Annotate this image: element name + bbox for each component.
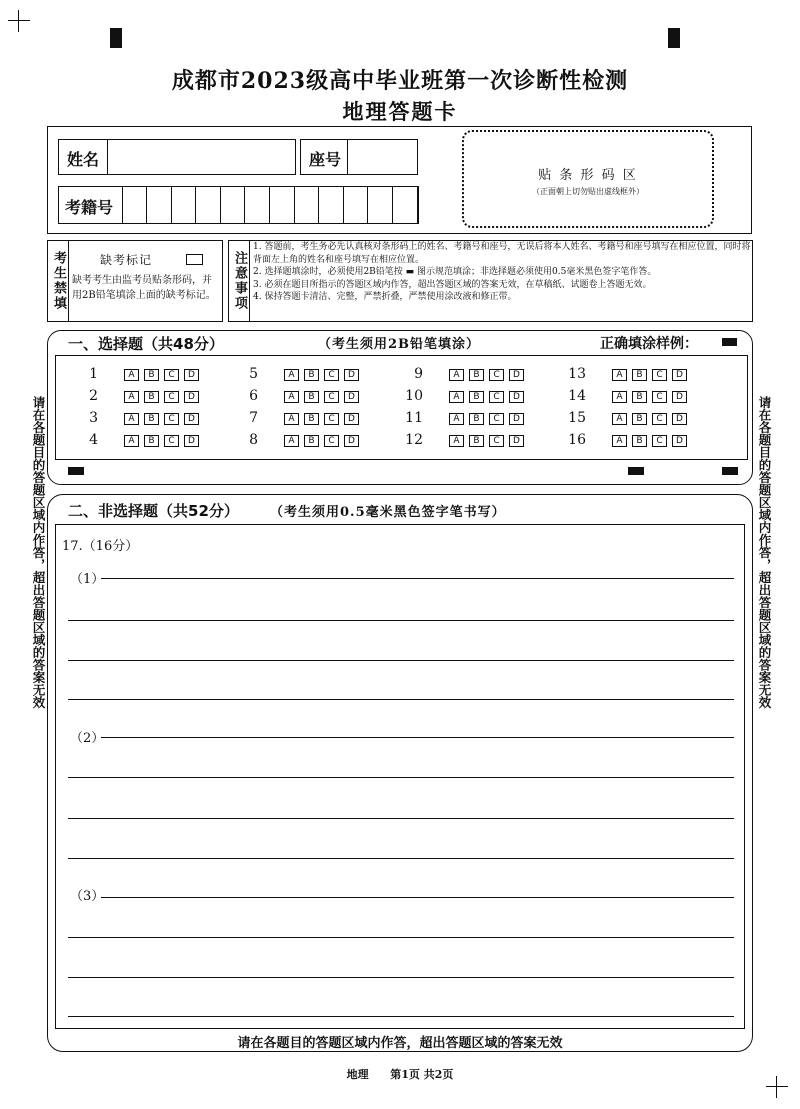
option-bubble[interactable]: C xyxy=(324,391,339,403)
barcode-note: （正面朝上切勿贴出虚线框外） xyxy=(532,187,644,196)
page-subtitle: 地理答题卡 xyxy=(342,99,458,124)
option-bubble[interactable]: D xyxy=(672,413,687,425)
answer-line xyxy=(68,858,734,859)
answer-line xyxy=(101,737,734,738)
answer-line xyxy=(68,660,734,661)
question-number: 15 xyxy=(568,410,586,426)
sample-filled-mark xyxy=(722,338,737,346)
sample-label: 正确填涂样例： xyxy=(600,336,698,352)
crosshair-top-left xyxy=(8,20,30,21)
exam-number-cell[interactable] xyxy=(246,187,270,223)
answer-line xyxy=(68,777,734,778)
absent-instructions: 缺考考生由监考员贴条形码，并用2B铅笔填涂上面的缺考标记。 xyxy=(72,275,216,301)
positioning-mark-left xyxy=(110,28,122,48)
side-notice-right: 请在各题目的答题区域内作答，超出答题区域的答案无效 xyxy=(757,396,772,709)
question-number: 8 xyxy=(249,432,258,448)
option-bubble[interactable]: A xyxy=(284,435,299,447)
option-bubble[interactable]: C xyxy=(489,369,504,381)
option-bubble[interactable]: C xyxy=(489,413,504,425)
option-bubble[interactable]: A xyxy=(449,413,464,425)
exam-number-cell[interactable] xyxy=(221,187,245,223)
option-bubble[interactable]: D xyxy=(672,435,687,447)
option-bubble[interactable]: C xyxy=(652,413,667,425)
option-bubble[interactable]: D xyxy=(184,369,199,381)
barcode-title: 贴 条 形 码 区 xyxy=(538,168,638,183)
answer-area[interactable] xyxy=(55,524,745,1029)
option-bubble[interactable]: D xyxy=(184,435,199,447)
option-bubble[interactable]: D xyxy=(344,369,359,381)
part-3-label: （3） xyxy=(70,889,105,904)
exam-number-cell[interactable] xyxy=(271,187,295,223)
answer-section-note: （考生须用0.5毫米黑色签字笔书写） xyxy=(270,505,506,520)
seat-label: 座号 xyxy=(309,150,342,169)
exam-number-cell[interactable] xyxy=(320,187,344,223)
choice-question xyxy=(564,388,724,407)
question-number: 4 xyxy=(89,432,98,448)
question-number: 2 xyxy=(89,388,98,404)
option-bubble[interactable]: A xyxy=(124,435,139,447)
answer-section-title: 二、非选择题（共52分） xyxy=(68,502,239,520)
option-bubble[interactable]: D xyxy=(672,391,687,403)
choice-question xyxy=(76,432,236,451)
exam-number-cell[interactable] xyxy=(148,187,172,223)
note-item-1: 1. 答题前，考生务必先认真核对条形码上的姓名、考籍号和座号，无误后将本人姓名、考籍号和座号填写在相应位置，同时将背面左上角的姓名和座号填写在相应位置。 xyxy=(253,242,751,265)
option-bubble[interactable]: A xyxy=(612,369,627,381)
option-bubble[interactable]: B xyxy=(144,435,159,447)
option-bubble[interactable]: A xyxy=(124,391,139,403)
option-bubble[interactable]: C xyxy=(489,391,504,403)
question-number: 5 xyxy=(249,366,258,382)
choice-question xyxy=(401,410,561,429)
option-bubble[interactable]: B xyxy=(304,435,319,447)
question-number: 3 xyxy=(89,410,98,426)
option-bubble[interactable]: D xyxy=(344,413,359,425)
question-number: 12 xyxy=(405,432,423,448)
absent-mark-box[interactable] xyxy=(186,254,203,265)
option-bubble[interactable]: B xyxy=(304,369,319,381)
exam-number-cell[interactable] xyxy=(295,187,319,223)
note-item-3: 3. 必须在题目所指示的答题区域内作答，超出答题区域的答案无效，在草稿纸、试题卷上答题无效。 xyxy=(253,279,652,290)
page-title: 成都市2023级高中毕业班第一次诊断性检测 xyxy=(171,68,629,94)
exam-number-cell[interactable] xyxy=(172,187,196,223)
option-bubble[interactable]: A xyxy=(612,413,627,425)
part-2-label: （2） xyxy=(70,731,105,746)
choice-question xyxy=(236,432,396,451)
option-bubble[interactable]: B xyxy=(469,369,484,381)
question-number: 9 xyxy=(414,366,423,382)
choice-question xyxy=(564,366,724,385)
choice-question xyxy=(401,432,561,451)
part-1-label: （1） xyxy=(70,572,105,587)
note-item-2: 2. 选择题填涂时，必须使用2B铅笔按 ▬ 图示规范填涂；非选择题必须使用0.5毫米黑色签字笔作答。 xyxy=(253,267,657,277)
option-bubble[interactable]: C xyxy=(164,413,179,425)
option-bubble[interactable]: A xyxy=(284,413,299,425)
option-bubble[interactable]: D xyxy=(184,391,199,403)
timing-mark-1 xyxy=(68,467,84,475)
option-bubble[interactable]: B xyxy=(632,413,647,425)
option-bubble[interactable]: D xyxy=(344,391,359,403)
option-bubble[interactable]: A xyxy=(612,435,627,447)
exam-number-cell[interactable] xyxy=(344,187,368,223)
timing-mark-3 xyxy=(722,467,738,475)
option-bubble[interactable]: A xyxy=(612,391,627,403)
answer-line xyxy=(68,977,734,978)
question-number: 7 xyxy=(249,410,258,426)
positioning-mark-right xyxy=(668,28,680,48)
notes-list xyxy=(253,241,751,304)
option-bubble[interactable]: D xyxy=(184,413,199,425)
choice-question xyxy=(236,366,396,385)
option-bubble[interactable]: B xyxy=(632,391,647,403)
answer-line xyxy=(68,620,734,621)
notes-side-label: 注意事项 xyxy=(229,241,250,321)
choice-question xyxy=(236,410,396,429)
name-label: 姓名 xyxy=(67,150,100,169)
option-bubble[interactable]: B xyxy=(632,435,647,447)
option-bubble[interactable]: D xyxy=(509,369,524,381)
option-bubble[interactable]: A xyxy=(449,435,464,447)
option-bubble[interactable]: D xyxy=(509,391,524,403)
exam-number-cell[interactable] xyxy=(394,187,418,223)
absent-mark-label: 缺考标记 xyxy=(100,253,153,267)
question-number: 13 xyxy=(568,366,586,382)
option-bubble[interactable]: D xyxy=(672,369,687,381)
option-bubble[interactable]: D xyxy=(509,435,524,447)
option-bubble[interactable]: A xyxy=(124,413,139,425)
choice-question xyxy=(564,432,724,451)
option-bubble[interactable]: C xyxy=(324,413,339,425)
option-bubble[interactable]: C xyxy=(324,435,339,447)
choice-question xyxy=(401,366,561,385)
option-bubble[interactable]: B xyxy=(469,391,484,403)
choice-question xyxy=(401,388,561,407)
choice-question xyxy=(76,388,236,407)
question-number: 10 xyxy=(405,388,423,404)
option-bubble[interactable]: C xyxy=(652,435,667,447)
choice-question xyxy=(564,410,724,429)
timing-mark-2 xyxy=(628,467,644,475)
option-bubble[interactable]: C xyxy=(164,369,179,381)
question-number: 16 xyxy=(568,432,586,448)
question-number: 6 xyxy=(249,388,258,404)
option-bubble[interactable]: B xyxy=(304,391,319,403)
notes-box xyxy=(228,240,753,322)
choice-grid xyxy=(55,355,748,460)
choice-question xyxy=(76,366,236,385)
option-bubble[interactable]: A xyxy=(124,369,139,381)
option-bubble[interactable]: C xyxy=(324,369,339,381)
option-bubble[interactable]: B xyxy=(304,413,319,425)
choice-section-title: 一、选择题（共48分） xyxy=(68,335,224,353)
option-bubble[interactable]: A xyxy=(284,391,299,403)
answer-line xyxy=(101,897,734,898)
footer xyxy=(0,1066,800,1082)
barcode-area xyxy=(462,130,714,228)
option-bubble[interactable]: B xyxy=(144,369,159,381)
answer-line xyxy=(101,578,734,579)
absent-side-label: 考生禁填 xyxy=(48,241,69,321)
answer-line xyxy=(68,818,734,819)
side-notice-left: 请在各题目的答题区域内作答，超出答题区域的答案无效 xyxy=(31,396,46,709)
question-17-label: 17.（16分） xyxy=(62,539,139,554)
option-bubble[interactable]: C xyxy=(652,369,667,381)
seat-field[interactable] xyxy=(300,139,418,175)
option-bubble[interactable]: D xyxy=(344,435,359,447)
option-bubble[interactable]: C xyxy=(164,435,179,447)
exam-number-field[interactable] xyxy=(58,186,419,224)
choice-section-note: （考生须用2B铅笔填涂） xyxy=(318,337,481,352)
option-bubble[interactable]: B xyxy=(632,369,647,381)
choice-question xyxy=(76,410,236,429)
answer-line xyxy=(68,699,734,700)
question-number: 11 xyxy=(405,410,423,426)
answer-line xyxy=(68,937,734,938)
bottom-notice: 请在各题目的答题区域内作答，超出答题区域的答案无效 xyxy=(237,1036,563,1051)
footer-page: 第1页 共2页 xyxy=(390,1068,454,1081)
option-bubble[interactable]: A xyxy=(449,391,464,403)
crosshair-bottom-right xyxy=(766,1086,788,1087)
footer-subject: 地理 xyxy=(346,1068,369,1081)
option-bubble[interactable]: A xyxy=(449,369,464,381)
option-bubble[interactable]: C xyxy=(164,391,179,403)
option-bubble[interactable]: C xyxy=(652,391,667,403)
exam-number-cell[interactable] xyxy=(123,187,147,223)
choice-question xyxy=(236,388,396,407)
name-field[interactable] xyxy=(58,139,296,175)
option-bubble[interactable]: C xyxy=(489,435,504,447)
absent-box xyxy=(47,240,223,322)
note-item-4: 4. 保持答题卡清洁、完整，严禁折叠，严禁使用涂改液和修正带。 xyxy=(253,292,517,302)
crosshair-top-left-v xyxy=(18,10,19,32)
option-bubble[interactable]: A xyxy=(284,369,299,381)
option-bubble[interactable]: B xyxy=(469,413,484,425)
question-number: 14 xyxy=(568,388,586,404)
option-bubble[interactable]: D xyxy=(509,413,524,425)
exam-number-cell[interactable] xyxy=(369,187,393,223)
option-bubble[interactable]: B xyxy=(469,435,484,447)
exam-number-cell[interactable] xyxy=(197,187,221,223)
question-number: 1 xyxy=(89,366,98,382)
option-bubble[interactable]: B xyxy=(144,413,159,425)
exam-number-label: 考籍号 xyxy=(65,198,114,217)
option-bubble[interactable]: B xyxy=(144,391,159,403)
answer-line xyxy=(68,1016,734,1017)
